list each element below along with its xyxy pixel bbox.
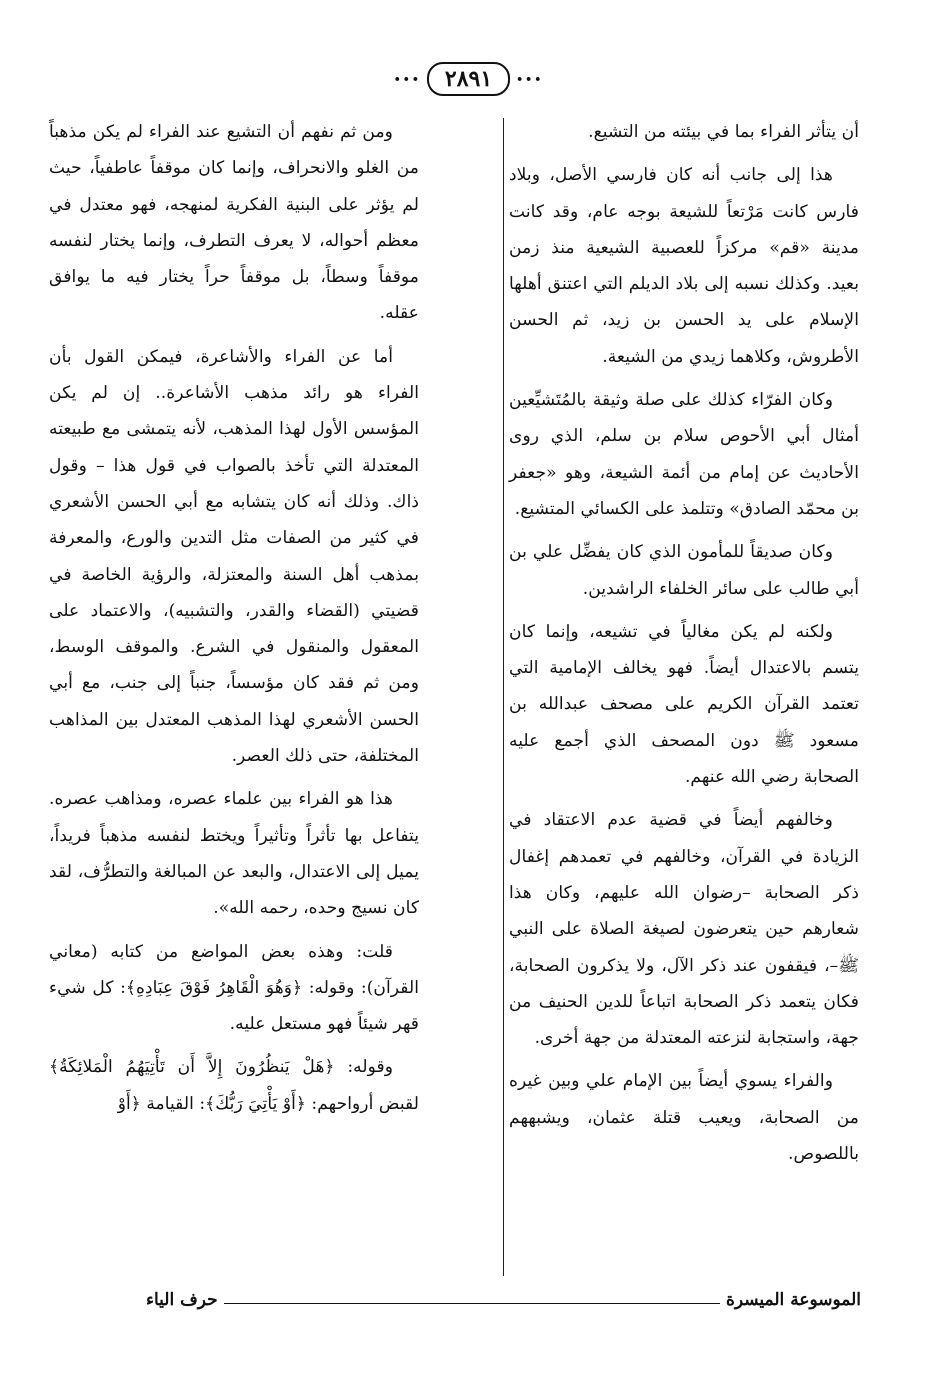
- page-number-ornament: [394, 62, 543, 96]
- paragraph: والفراء يسوي أيضاً بين الإمام علي وبين غيره من الصحابة، ويعيب قتلة عثمان، ويشبههم باللصوص.: [509, 1071, 859, 1165]
- ornament-dots-left: •••: [393, 72, 421, 86]
- page-footer: [146, 1290, 861, 1310]
- paragraph: أن يتأثر الفراء بما في بيئته من التشيع.: [588, 122, 859, 142]
- paragraph: ومن ثم نفهم أن التشيع عند الفراء لم يكن مذهباً من الغلو والانحراف، وإنما كان موقفاً عاطفياً، حيث لم يؤثر على البنية الفكرية لمنهجه، فهو معتدل في معظم أحواله، لا يعرف التطرف، وإنما يختار لنفسه موقفاً وسطاً، بل موقفاً حراً يختار فيه ما يوافق عقله.: [49, 122, 419, 324]
- footer-section-title: حرف الياء: [146, 1290, 218, 1310]
- column-divider: [503, 118, 504, 1276]
- page-number: ٢٨٩١: [427, 62, 510, 96]
- footer-encyclopedia-title: الموسوعة الميسرة: [725, 1290, 861, 1310]
- paragraph: قلت: وهذه بعض المواضع من كتابه (معاني القرآن): وقوله: ﴿وَهُوَ الْقَاهِرُ فَوْقَ عِبَادِهِ﴾: كل شيء قهر شيئاً فهو مستعل عليه.: [49, 941, 419, 1035]
- paragraph: وكان صديقاً للمأمون الذي كان يفضِّل علي بن أبي طالب على سائر الخلفاء الراشدين.: [509, 542, 859, 599]
- paragraph: أما عن الفراء والأشاعرة، فيمكن القول بأن الفراء هو رائد مذهب الأشاعرة.. إن لم يكن المؤسس الأول لهذا المذهب، لأنه يتمشى مع طبيعته المعتدلة التي تأخذ بالصواب في قول هذا – وقول ذاك. وذلك أنه كان يتشابه مع أبي الحسن الأشعري في كثير من الصفات مثل التدين والورع، والمعرفة بمذهب أهل السنة والمعتزلة، والرؤية الخاصة في قضيتي (القضاء والقدر، والتشبيه)، والاعتماد على المعقول والمنقول في الشرع. والموقف الوسط، ومن ثم فقد كان مؤسساً، جنباً إلى جنب، مع أبي الحسن الأشعري لهذا المذهب المعتدل بين المذاهب المختلفة، حتى ذلك العصر.: [49, 346, 419, 767]
- paragraph: وقوله: ﴿هَلْ يَنظُرُونَ إِلاَّ أَن تَأْتِيَهُمُ الْمَلائِكَةُ﴾ لقبض أرواحهم: ﴿أَوْ يَأْتِيَ رَبُّكَ﴾: القيامة ﴿أَوْ: [49, 1057, 419, 1114]
- ornament-dots-right: •••: [516, 72, 544, 86]
- paragraph: وكان الفرّاء كذلك على صلة وثيقة بالمُتَشيِّعين أمثال أبي الأحوص سلام بن سلم، الذي روى الأحاديث عن إمام من أئمة الشيعة، وهو «جعفر بن محمّد الصادق» وتتلمذ على الكسائي المتشيع.: [509, 390, 859, 519]
- footer-rule: [224, 1303, 720, 1304]
- right-column: [509, 114, 859, 1179]
- paragraph: وخالفهم أيضاً في قضية عدم الاعتقاد في الزيادة في القرآن، وخالفهم في تعمدهم إغفال ذكر الصحابة –رضوان الله عليهم، وكان هذا شعارهم حين يتعرضون لصيغة الصلاة على النبي ﷺ–، فيقفون عند ذكر الآل، ولا يذكرون الصحابة، فكان يتعمد ذكر الصحابة اتباعاً للدين الحنيف من جهة، واستجابة لنزعته المعتدلة من جهة أخرى.: [509, 810, 859, 1049]
- left-column: [49, 114, 419, 1129]
- paragraph: هذا هو الفراء بين علماء عصره، ومذاهب عصره. يتفاعل بها تأثراً وتأثيراً ويختط لنفسه مذهباً فريداً، يميل إلى الاعتدال، والبعد عن المبالغة والتطرُّف، لقد كان نسيج وحده، رحمه الله».: [49, 789, 419, 919]
- paragraph: هذا إلى جانب أنه كان فارسي الأصل، وبلاد فارس كانت مَرْتعاً للشيعة بوجه عام، وقد كانت مدينة «قم» مركزاً للعصبية الشيعية منذ زمن بعيد. وكذلك نسبه إلى بلاد الديلم التي اعتنق أهلها الإسلام على يد الحسن بن زيد، ثم الحسن الأطروش، وكلاهما زيدي من الشيعة.: [509, 165, 859, 367]
- paragraph: ولكنه لم يكن مغالياً في تشيعه، وإنما كان يتسم بالاعتدال أيضاً. فهو يخالف الإمامية التي تعتمد القرآن الكريم على مصحف عبدالله بن مسعود ﷺ دون المصحف الذي أجمع عليه الصحابة رضي الله عنهم.: [509, 621, 859, 788]
- page-number-header: [0, 62, 937, 96]
